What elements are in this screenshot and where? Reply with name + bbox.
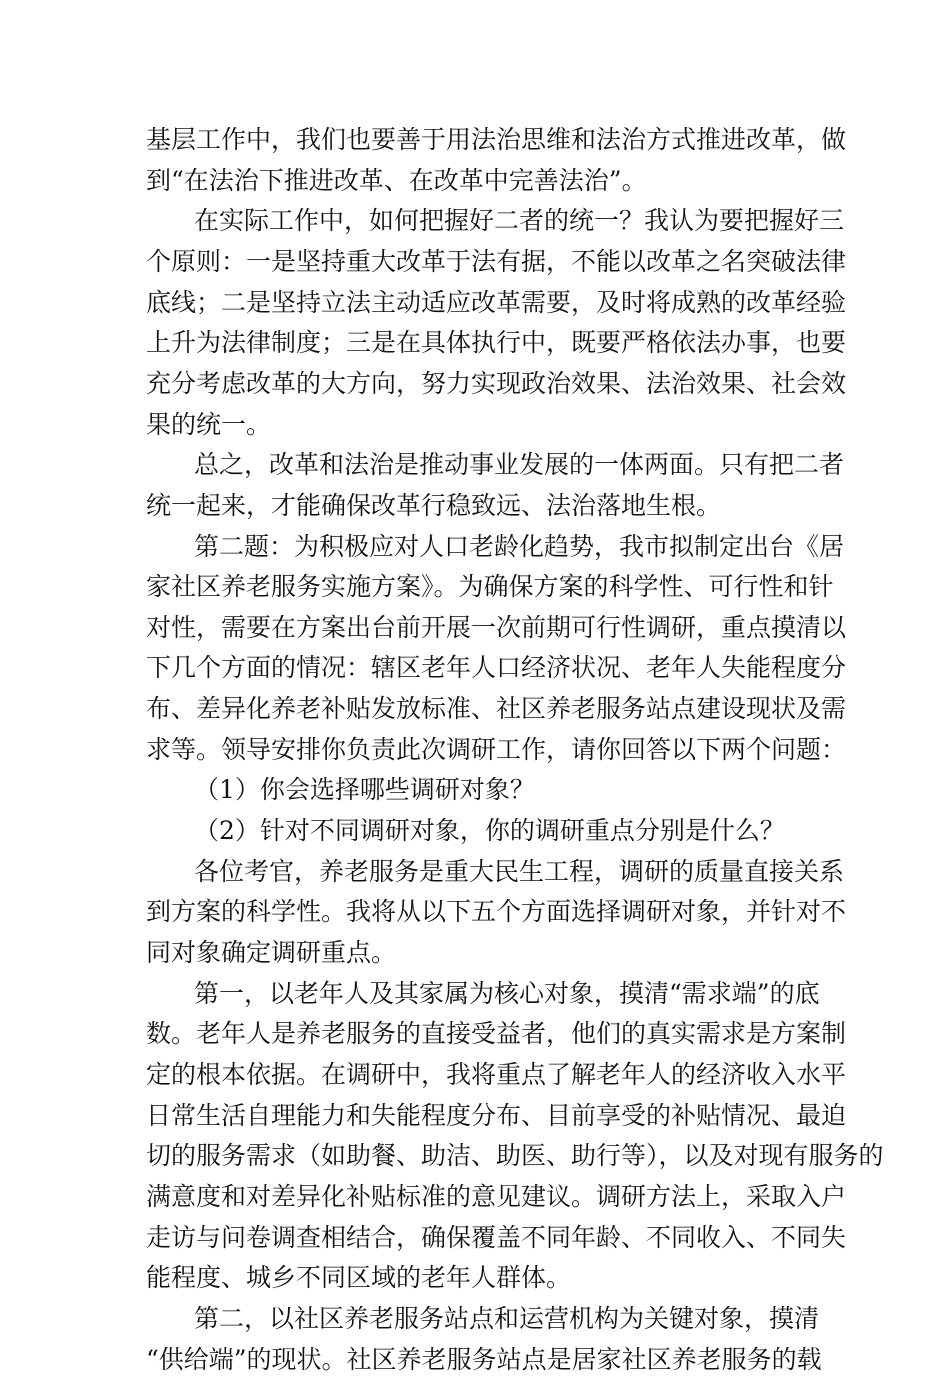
text-line: （2）针对不同调研对象，你的调研重点分别是什么？: [194, 816, 785, 846]
text-line: 在实际工作中，如何把握好二者的统一？我认为要把握好三: [194, 206, 845, 236]
text-line: 能程度、城乡不同区域的老年人群体。: [146, 1263, 572, 1293]
text-line: 满意度和对差异化补贴标准的意见建议。调研方法上，采取入户: [146, 1181, 847, 1211]
text-line: 果的统一。: [146, 409, 272, 439]
text-line: 数。老年人是养老服务的直接受益者，他们的真实需求是方案制: [146, 1019, 847, 1049]
text-line: 充分考虑改革的大方向，努力实现政治效果、法治效果、社会效: [146, 368, 847, 398]
text-line: 到“在法治下推进改革、在改革中完善法治”。: [146, 165, 647, 195]
text-line: 上升为法律制度；三是在具体执行中，既要严格依法办事，也要: [146, 328, 847, 358]
text-line: 第二，以社区养老服务站点和运营机构为关键对象，摸清: [194, 1303, 820, 1333]
text-line: 下几个方面的情况：辖区老年人口经济状况、老年人失能程度分: [146, 653, 847, 683]
text-line: 个原则：一是坚持重大改革于法有据，不能以改革之名突破法律: [146, 246, 847, 276]
text-line: 家社区养老服务实施方案》。为确保方案的科学性、可行性和针: [146, 572, 834, 602]
text-line: 底线；二是坚持立法主动适应改革需要，及时将成熟的改革经验: [146, 287, 847, 317]
text-line: 切的服务需求（如助餐、助洁、助医、助行等），以及对现有服务的: [146, 1141, 884, 1171]
text-line: 对性，需要在方案出台前开展一次前期可行性调研，重点摸清以: [146, 612, 847, 642]
text-line: “供给端”的现状。社区养老服务站点是居家社区养老服务的载: [146, 1344, 822, 1374]
text-line: 到方案的科学性。我将从以下五个方面选择调研对象，并针对不: [146, 897, 847, 927]
text-line: 同对象确定调研重点。: [146, 938, 397, 967]
text-line: 布、差异化养老补贴发放标准、社区养老服务站点建设现状及需: [146, 694, 847, 724]
text-line: 定的根本依据。在调研中，我将重点了解老年人的经济收入水平: [146, 1059, 847, 1089]
text-line: 第一，以老年人及其家属为核心对象，摸清“需求端”的底: [194, 978, 820, 1008]
text-line: 第二题：为积极应对人口老龄化趋势，我市拟制定出台《居: [194, 531, 845, 561]
text-line: 基层工作中，我们也要善于用法治思维和法治方式推进改革，做: [146, 125, 847, 154]
text-line: 走访与问卷调查相结合，确保覆盖不同年龄、不同收入、不同失: [146, 1222, 847, 1252]
text-line: 总之，改革和法治是推动事业发展的一体两面。只有把二者: [194, 450, 845, 480]
text-line: 求等。领导安排你负责此次调研工作，请你回答以下两个问题：: [146, 734, 847, 764]
text-line: 统一起来，才能确保改革行稳致远、法治落地生根。: [146, 490, 722, 520]
text-line: 日常生活自理能力和失能程度分布、目前享受的补贴情况、最迫: [146, 1100, 847, 1130]
text-line: （1）你会选择哪些调研对象？: [194, 775, 535, 805]
text-line: 各位考官，养老服务是重大民生工程，调研的质量直接关系: [194, 856, 845, 886]
